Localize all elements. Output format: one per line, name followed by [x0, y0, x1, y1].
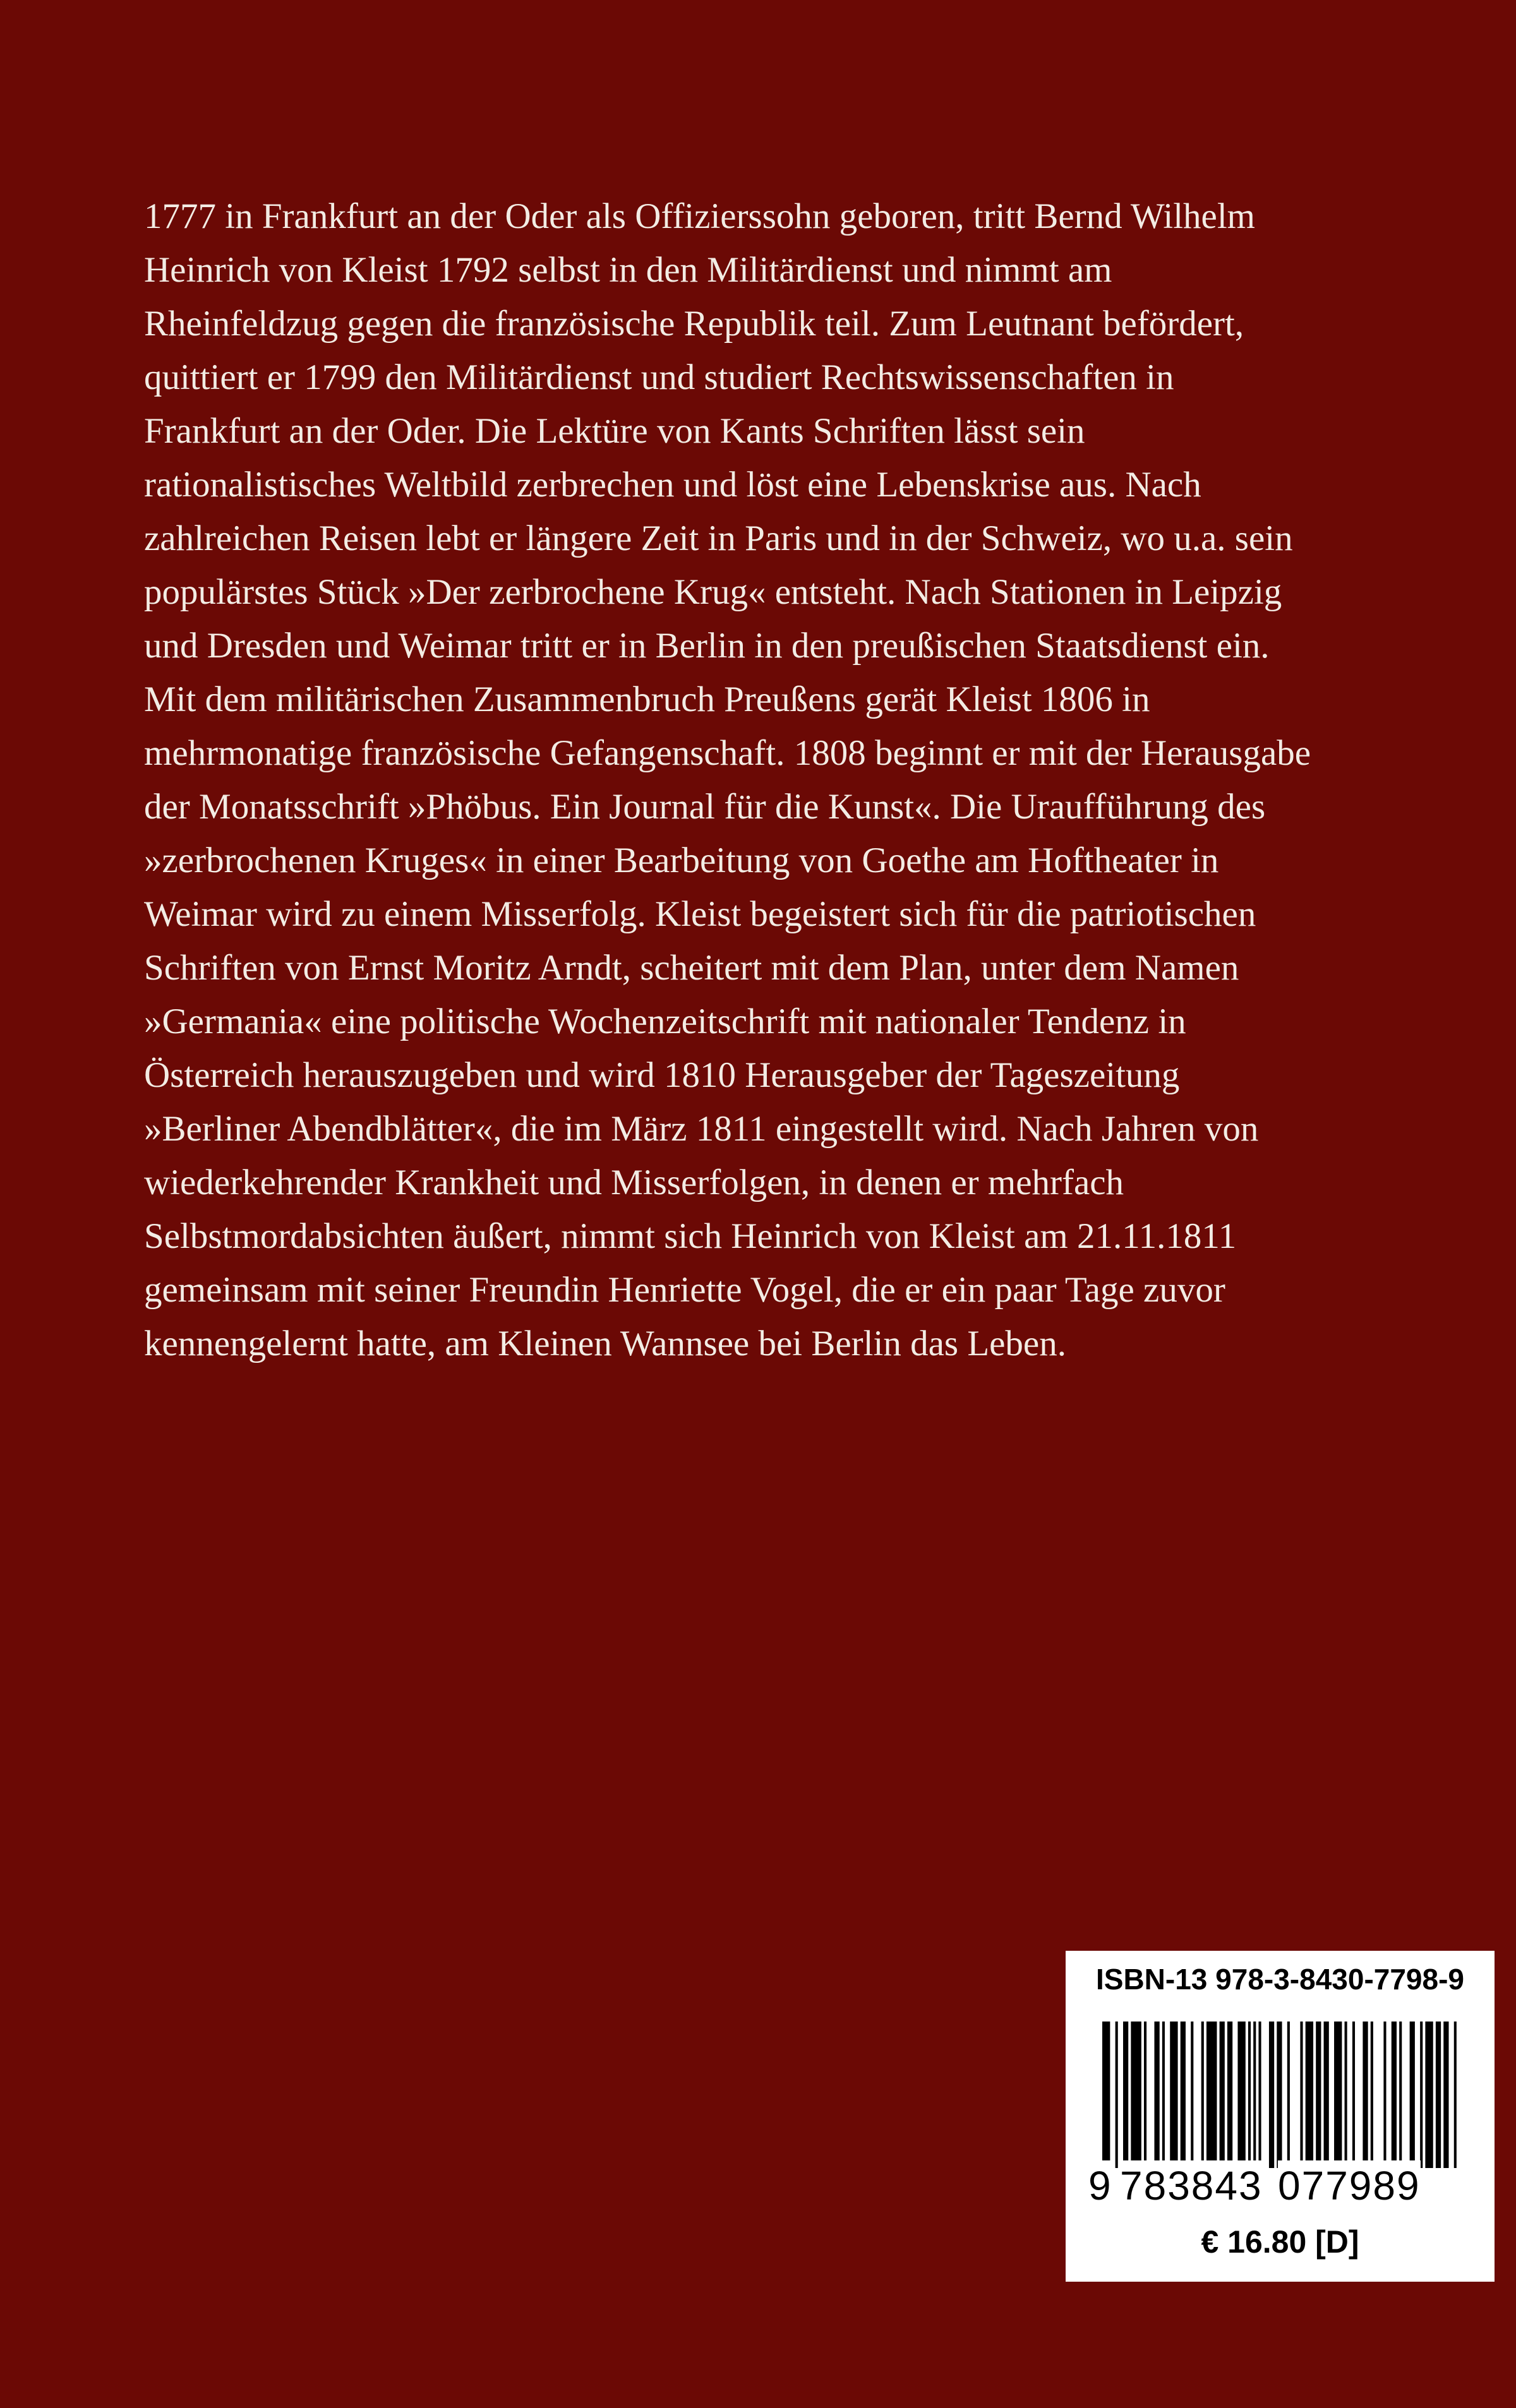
- barcode-bar: [1258, 2022, 1261, 2168]
- blurb-line: der Monatsschrift »Phöbus. Ein Journal für die Kunst«. Die Uraufführung des: [144, 787, 1266, 827]
- blurb-line: 1777 in Frankfurt an der Oder als Offizierssohn geboren, tritt Bernd Wilhelm: [144, 196, 1256, 236]
- barcode-bar: [1410, 2022, 1415, 2168]
- blurb-text: [144, 189, 1401, 1370]
- barcode-bar: [1420, 2022, 1423, 2168]
- barcode: [1102, 2022, 1459, 2168]
- barcode-bar: [1277, 2022, 1282, 2168]
- blurb-line: zahlreichen Reisen lebt er längere Zeit in Paris und in der Schweiz, wo u.a. sein: [144, 518, 1293, 558]
- blurb-line: Schriften von Ernst Moritz Arndt, scheitert mit dem Plan, unter dem Namen: [144, 948, 1239, 988]
- blurb-line: »Germania« eine politische Wochenzeitschrift mit nationaler Tendenz in: [144, 1002, 1186, 1041]
- barcode-bar: [1334, 2022, 1342, 2168]
- barcode-bar: [1316, 2022, 1321, 2168]
- blurb-line: »Berliner Abendblätter«, die im März 1811 eingestellt wird. Nach Jahren von: [144, 1109, 1259, 1149]
- barcode-bar: [1399, 2022, 1402, 2168]
- barcode-bar: [1220, 2022, 1225, 2168]
- blurb-line: gemeinsam mit seiner Freundin Henriette Vogel, die er ein paar Tage zuvor: [144, 1270, 1225, 1310]
- barcode-bar: [1443, 2022, 1448, 2168]
- barcode-bar: [1352, 2022, 1355, 2168]
- blurb-line: rationalistisches Weltbild zerbrechen und löst eine Lebenskrise aus. Nach: [144, 465, 1201, 505]
- blurb-line: wiederkehrender Krankheit und Misserfolgen, in denen er mehrfach: [144, 1163, 1124, 1202]
- blurb-line: Selbstmordabsichten äußert, nimmt sich Heinrich von Kleist am 21.11.1811: [144, 1216, 1237, 1256]
- barcode-bar: [1102, 2022, 1110, 2168]
- barcode-bar: [1363, 2022, 1368, 2168]
- barcode-digits: [1088, 2160, 1474, 2211]
- barcode-bar: [1170, 2022, 1177, 2168]
- blurb-line: und Dresden und Weimar tritt er in Berlin in den preußischen Staatsdienst ein.: [144, 626, 1270, 666]
- blurb-line: Rheinfeldzug gegen die französische Republik teil. Zum Leutnant befördert,: [144, 304, 1244, 344]
- barcode-bar: [1181, 2022, 1186, 2168]
- barcode-bar: [1345, 2022, 1347, 2168]
- price: € 16.80 [D]: [1201, 2224, 1359, 2260]
- barcode-bar: [1237, 2022, 1245, 2168]
- blurb-line: Weimar wird zu einem Misserfolg. Kleist begeistert sich für die patriotischen: [144, 894, 1256, 934]
- isbn-number: ISBN-13 978-3-8430-7798-9: [1095, 1963, 1465, 1996]
- barcode-bars: [1102, 2022, 1459, 2168]
- barcode-bar: [1206, 2022, 1217, 2168]
- barcode-bar: [1131, 2022, 1141, 2168]
- barcode-bar: [1227, 2022, 1232, 2168]
- blurb-line: populärstes Stück »Der zerbrochene Krug« entsteht. Nach Stationen in Leipzig: [144, 572, 1282, 612]
- barcode-bar: [1253, 2022, 1256, 2168]
- barcode-bar: [1436, 2022, 1441, 2168]
- barcode-bar: [1392, 2022, 1397, 2168]
- barcode-bar: [1269, 2022, 1274, 2168]
- barcode-bar: [1162, 2022, 1165, 2168]
- barcode-bar: [1324, 2022, 1329, 2168]
- barcode-first-digit: 9: [1088, 2160, 1112, 2211]
- barcode-bar: [1116, 2022, 1118, 2168]
- barcode-bar: [1454, 2022, 1457, 2168]
- barcode-bar: [1425, 2022, 1433, 2168]
- blurb-line: »zerbrochenen Kruges« in einer Bearbeitung von Goethe am Hoftheater in: [144, 841, 1219, 880]
- barcode-bar: [1300, 2022, 1302, 2168]
- barcode-bar: [1123, 2022, 1128, 2168]
- blurb-line: mehrmonatige französische Gefangenschaft. 1808 beginnt er mit der Herausgabe: [144, 733, 1311, 773]
- barcode-bar: [1154, 2022, 1159, 2168]
- barcode-bar: [1201, 2022, 1204, 2168]
- barcode-bar: [1191, 2022, 1193, 2168]
- barcode-bar: [1383, 2022, 1386, 2168]
- blurb-line: Frankfurt an der Oder. Die Lektüre von Kants Schriften lässt sein: [144, 411, 1085, 451]
- barcode-right-group: 077989: [1278, 2160, 1421, 2211]
- blurb-line: kennengelernt hatte, am Kleinen Wannsee bei Berlin das Leben.: [144, 1324, 1066, 1363]
- barcode-bar: [1144, 2022, 1146, 2168]
- barcode-bar: [1306, 2022, 1313, 2168]
- blurb-line: Heinrich von Kleist 1792 selbst in den Militärdienst und nimmt am: [144, 250, 1112, 290]
- isbn-barcode-label: [1066, 1951, 1495, 2282]
- blurb-line: Österreich herauszugeben und wird 1810 Herausgeber der Tageszeitung: [144, 1055, 1180, 1095]
- blurb-line: quittiert er 1799 den Militärdienst und studiert Rechtswissenschaften in: [144, 357, 1174, 397]
- barcode-left-group: 783843: [1120, 2160, 1263, 2211]
- blurb-line: Mit dem militärischen Zusammenbruch Preußens gerät Kleist 1806 in: [144, 680, 1150, 719]
- barcode-bar: [1371, 2022, 1373, 2168]
- barcode-bar: [1287, 2022, 1290, 2168]
- barcode-bar: [1248, 2022, 1251, 2168]
